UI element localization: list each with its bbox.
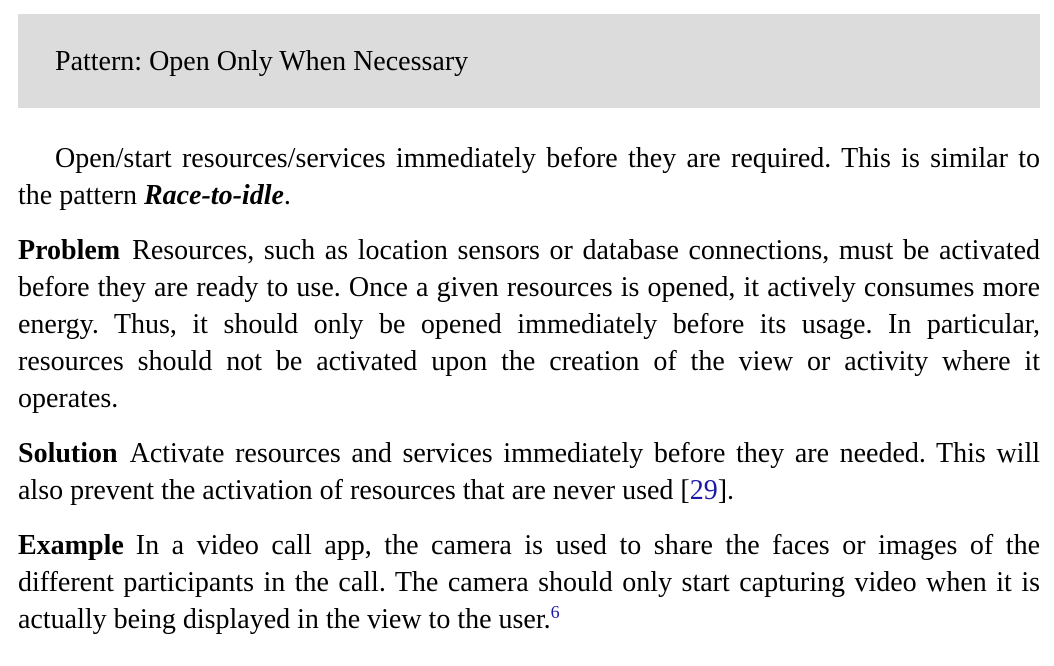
example-paragraph xyxy=(18,527,1040,638)
example-heading: Example xyxy=(18,530,124,561)
solution-heading: Solution xyxy=(18,438,118,469)
solution-paragraph xyxy=(18,435,1040,509)
problem-heading: Problem xyxy=(18,235,121,266)
intro-paragraph xyxy=(18,140,1040,214)
intro-text: Open/start resources/services immediately before they are required. This is similar to the pattern xyxy=(18,143,1040,211)
pattern-box xyxy=(18,14,1040,108)
pattern-title: Pattern: Open Only When Necessary xyxy=(55,46,469,77)
footnote-link[interactable]: 6 xyxy=(550,602,560,622)
intro-text-end: . xyxy=(283,180,291,211)
problem-text: Resources, such as location sensors or database connections, must be activated before they are ready to use. Once a given resources is opened, it actively consumes more energy. Thus, it should only be opened immediately before its usage. In particular, resources should not be activated upon the creation of the view or activity where it operates. xyxy=(18,235,1040,414)
solution-text-end: ]. xyxy=(717,475,735,506)
solution-text: Activate resources and services immediately before they are needed. This will also prevent the activation of resources that are never used [ xyxy=(18,438,1040,506)
pattern-reference: Race-to-idle xyxy=(143,180,284,211)
problem-paragraph xyxy=(18,232,1040,417)
citation-link[interactable]: 29 xyxy=(689,475,718,506)
example-text: In a video call app, the camera is used to share the faces or images of the different participants in the call. The camera should only start capturing video when it is actually being displayed in the view to the user. xyxy=(18,530,1040,635)
